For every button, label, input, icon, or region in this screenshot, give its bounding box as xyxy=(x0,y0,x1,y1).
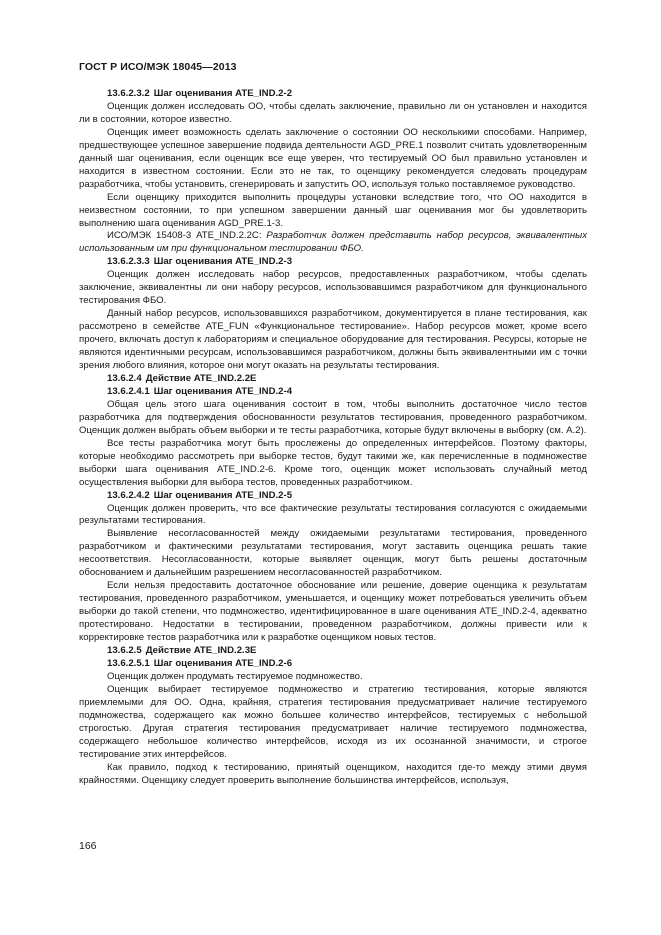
requirement-ref: ИСО/МЭК 15408-3 ATE_IND.2.2C: xyxy=(107,230,267,242)
body-paragraph: Если оценщику приходится выполнить процедуры установки вследствие того, что ОО находится в неизвестном состоянии, то при успешном завершении данный шаг оценивания мог бы удовлетворить выполнению шага оценивания AGD_PRE.1-3. xyxy=(79,191,587,229)
body-paragraph: Оценщик должен проверить, что все фактические результаты тестирования согласуются с ожидаемыми результатами тестирования. xyxy=(79,502,587,527)
section-title: Шаг оценивания ATE_IND.2-5 xyxy=(153,489,293,501)
section-heading xyxy=(79,658,587,671)
body-paragraph: Если нельзя предоставить достаточное обоснование или решение, доверие оценщика к результатам тестирования, проведенного разработчиком, уменьшается, и оценщику может потребоваться увеличить объем выборки до такой степени, что подмножество, идентифицированное в шаге оценивания ATE_IND.2-4, адекватно протестировано. Недостатки в тестировании, проведенном разработчиком, должны привести или к корректировке тестов разработчика или к разработке оценщиком новых тестов. xyxy=(79,580,587,644)
page-number: 166 xyxy=(79,840,97,852)
document-body xyxy=(79,88,587,787)
section-title: Шаг оценивания ATE_IND.2-4 xyxy=(153,385,293,397)
section-number: 13.6.2.4.1 xyxy=(107,385,150,397)
section-title: Шаг оценивания ATE_IND.2-2 xyxy=(153,88,293,99)
document-header: ГОСТ Р ИСО/МЭК 18045—2013 xyxy=(79,61,237,73)
section-number: 13.6.2.3.2 xyxy=(107,88,150,99)
body-paragraph: Оценщик должен исследовать ОО, чтобы сделать заключение, правильно ли он установлен и находится ли в состоянии, которое известно. xyxy=(79,100,587,125)
section-heading xyxy=(79,645,587,658)
body-paragraph: Общая цель этого шага оценивания состоит в том, чтобы выполнить достаточное число тестов разработчика для подтверждения обоснованности результатов тестирования, проведенного разработчиком. Оценщик должен выбрать объем выборки и те тесты разработчика, которые будут включены в выборку (см. А.2). xyxy=(79,398,587,436)
body-paragraph: Оценщик должен продумать тестируемое подмножество. xyxy=(107,670,363,682)
section-title: Действие ATE_IND.2.2E xyxy=(145,372,257,384)
body-paragraph: Как правило, подход к тестированию, принятый оценщиком, находится где-то между этими двумя крайностями. Оценщику следует проверить выполнение большинства интерфейсов, используя, xyxy=(79,761,587,786)
section-heading xyxy=(79,88,587,101)
section-title: Шаг оценивания ATE_IND.2-6 xyxy=(153,657,293,669)
section-number: 13.6.2.4.2 xyxy=(107,489,150,501)
section-number: 13.6.2.4 xyxy=(107,372,142,384)
body-paragraph: Все тесты разработчика могут быть прослежены до определенных интерфейсов. Поэтому факторы, которые необходимо рассмотреть при выборке тестов, будут такими же, как перечисленные в подмножестве выборки шага оценивания ATE_IND.2-6. Кроме того, оценщик может использовать случайный метод осуществления выборки для выбора тестов, проведенных разработчиком. xyxy=(79,437,587,488)
requirement-text: Разработчик должен представить набор ресурсов, эквивалентных использованным им при функциональном тестировании ФБО. xyxy=(79,230,587,255)
section-number: 13.6.2.3.3 xyxy=(107,256,150,268)
body-paragraph: Данный набор ресурсов, использовавшихся разработчиком, документируется в плане тестирования, как рассмотрено в семействе ATE_FUN «Функциональное тестирование». Набор ресурсов может, кроме всего прочего, включать доступ к лабораториям и специальное оборудование для тестирования. Ресурсы, которые не являются идентичными ресурсам, использовавшимся разработчиком, должны быть эквивалентными им с точки зрения любого влияния, которое они могут оказать на результаты тестирования. xyxy=(79,308,587,372)
section-heading xyxy=(79,256,587,269)
body-paragraph: Оценщик должен исследовать набор ресурсов, предоставленных разработчиком, чтобы сделать заключение, эквивалентны ли они набору ресурсов, использовавшимся разработчиком для функционального тестирования ФБО. xyxy=(79,269,587,307)
section-heading xyxy=(79,490,587,503)
body-paragraph: Оценщик имеет возможность сделать заключение о состоянии ОО несколькими способами. Например, предшествующее успешное завершение подвида деятельности AGD_PRE.1 позволит считать удовлетворенным данный шаг оценивания, если оценщик все еще уверен, что тестируемый ОО был правильно установлен и находится в известном состоянии. Если это не так, то оценщику рекомендуется следовать процедурам разработчика, чтобы установить, сгенерировать и запустить ОО, используя только поставляемое руководство. xyxy=(79,126,587,190)
section-heading xyxy=(79,373,587,386)
body-paragraph: Выявление несогласованностей между ожидаемыми результатами тестирования, проведенного разработчиком и фактическими результатами тестирования, могут заставить оценщика решать такие несоответствия. Несогласованности, которые выявляет оценщик, могут быть решены достаточным обоснованием и дальнейшим разрешением несогласованностей разработчиком. xyxy=(79,528,587,579)
requirement-paragraph xyxy=(79,230,587,256)
body-paragraph: Оценщик выбирает тестируемое подмножество и стратегию тестирования, которые являются приемлемыми для ОО. Одна, крайняя, стратегия тестирования предусматривает наличие тестируемого подмножества, содержащего как можно большее количество интерфейсов, тестируемых с небольшой строгостью. Другая стратегия тестирования предусматривает наличие тестируемого подмножества, содержащего небольшое количество интерфейсов, исходя из их осознанной значимости, и строгое тестирование этих интерфейсов. xyxy=(79,683,587,760)
section-number: 13.6.2.5.1 xyxy=(107,657,150,669)
section-title: Действие ATE_IND.2.3E xyxy=(145,644,257,656)
section-number: 13.6.2.5 xyxy=(107,644,142,656)
section-title: Шаг оценивания ATE_IND.2-3 xyxy=(153,256,293,268)
section-heading xyxy=(79,386,587,399)
